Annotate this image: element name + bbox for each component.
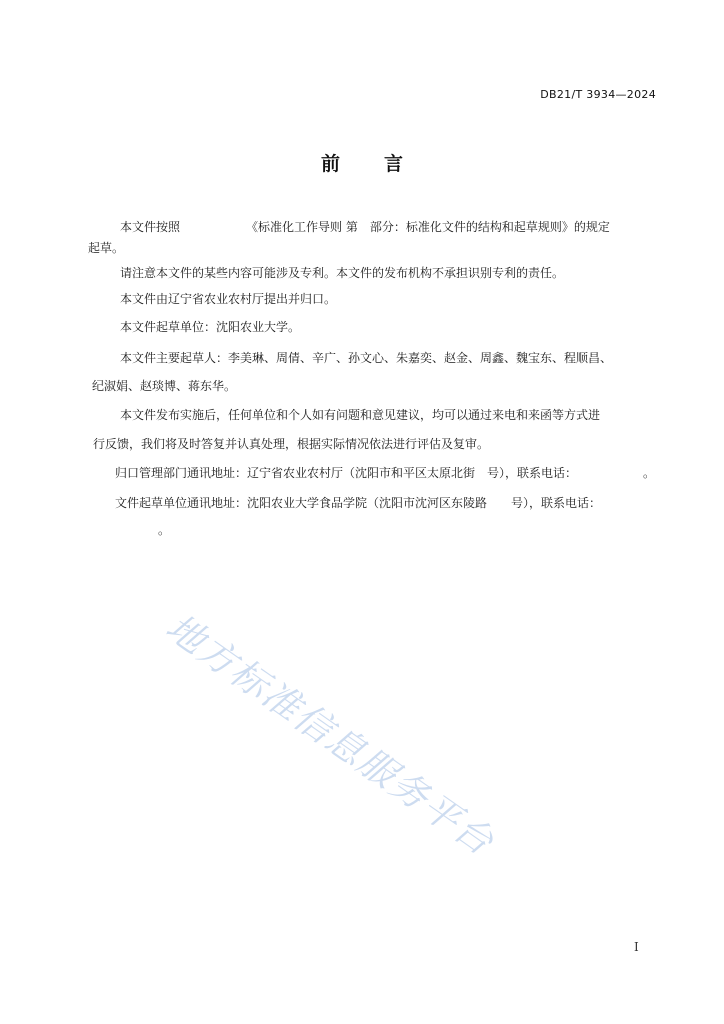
page-title: 前言 <box>320 153 447 175</box>
paragraph-line: 纪淑娟、赵琰博、蒋东华。 <box>92 379 237 393</box>
paragraph-line: 本文件按照 《标准化工作导则 第 部分：标准化文件的结构和起草规则》的规定 <box>120 220 610 234</box>
document-code: DB21/T 3934—2024 <box>540 88 656 101</box>
paragraph-line: 本文件主要起草人：李美琳、周倩、辛广、孙文心、朱嘉奕、赵金、周鑫、魏宝东、程顺昌、 <box>120 351 613 365</box>
page-number: I <box>634 940 639 954</box>
paragraph-line: 起草。 <box>88 241 125 255</box>
watermark: 地方标准信息服务平台 <box>158 605 503 865</box>
paragraph-line: 归口管理部门通讯地址：辽宁省农业农村厅（沈阳市和平区太原北街 号），联系电话： 。 <box>115 466 656 480</box>
paragraph-line: 文件起草单位通讯地址：沈阳农业大学食品学院（沈阳市沈河区东陵路 号），联系电话： <box>115 496 602 510</box>
paragraph-line: 本文件起草单位：沈阳农业大学。 <box>120 320 301 334</box>
paragraph-line: 本文件发布实施后，任何单位和个人如有问题和意见建议，均可以通过来电和来函等方式进 <box>120 408 601 422</box>
paragraph-line: 本文件由辽宁省农业农村厅提出并归口。 <box>120 292 337 306</box>
paragraph-line: 行反馈，我们将及时答复并认真处理，根据实际情况依法进行评估及复审。 <box>93 437 490 451</box>
paragraph-line: 请注意本文件的某些内容可能涉及专利。本文件的发布机构不承担识别专利的责任。 <box>120 266 565 280</box>
paragraph-line: 。 <box>158 523 171 537</box>
